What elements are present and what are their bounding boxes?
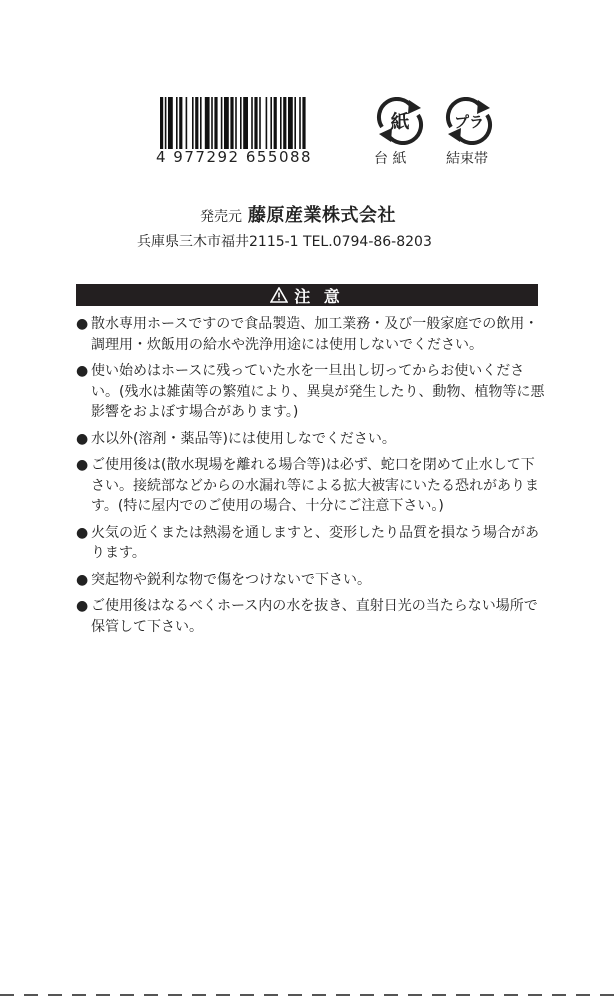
plastic-recycle-label: 結束帯 (446, 151, 488, 167)
paper-recycle-label: 台 紙 (374, 151, 407, 167)
list-item: ● 火気の近くまたは熱湯を通しますと、変形したり品質を損なう場合があります。 (76, 524, 539, 561)
barcode (160, 97, 355, 149)
svg-text:紙: 紙 (390, 111, 410, 133)
caution-list (76, 314, 546, 643)
bullet-icon: ● (76, 363, 89, 379)
list-item: ● 突起物や鋭利な物で傷をつけないで下さい。 (76, 570, 546, 591)
seller-prefix: 発売元 (200, 209, 242, 225)
bullet-icon: ● (76, 430, 89, 447)
company-address: 兵庫県三木市福井2115-1 TEL.0794-86-8203 (137, 234, 432, 250)
paper-recycle-mark-icon (372, 97, 428, 145)
barcode-number: 4 977292 655088 (156, 148, 313, 166)
bullet-icon: ● (76, 524, 89, 541)
bullet-icon: ● (76, 598, 89, 614)
company-name: 藤原産業株式会社 (248, 205, 396, 226)
bullet-icon: ● (76, 457, 89, 473)
list-item: ● 散水専用ホースですので食品製造、加工業務・及び一般家庭での飲用・調理用・炊飯用の給水や洗浄用途には使用しないでください。 (76, 316, 539, 353)
list-item: ● ご使用後はなるべくホース内の水を抜き、直射日光の当たらない場所で保管して下さい。 (76, 598, 538, 635)
list-item: ● ご使用後は(散水現場を離れる場合等)は必ず、蛇口を閉めて止水して下さい。接続部などからの水漏れ等による拡大被害にいたる恐れがあります。(特に屋内でのご使用の場合、十分にご注意下さい。) (76, 457, 539, 514)
bullet-icon: ● (76, 316, 89, 332)
caution-title: 注 意 (294, 286, 344, 306)
list-item: ● 水以外(溶剤・薬品等)には使用しなでください。 (76, 429, 546, 450)
bullet-icon: ● (76, 571, 89, 588)
svg-text:プラ: プラ (453, 113, 485, 131)
list-item: ● 使い始めはホースに残っていた水を一旦出し切ってからお使いください。(残水は雑菌等の繁殖により、異臭が発生したり、動物、植物等に悪影響をおよぼす場合があります。) (76, 363, 545, 420)
caution-header (76, 284, 538, 306)
plastic-recycle-mark-icon (441, 97, 497, 145)
cut-line-divider (0, 994, 615, 996)
seller-line (200, 201, 396, 227)
warning-triangle-icon (270, 287, 288, 303)
